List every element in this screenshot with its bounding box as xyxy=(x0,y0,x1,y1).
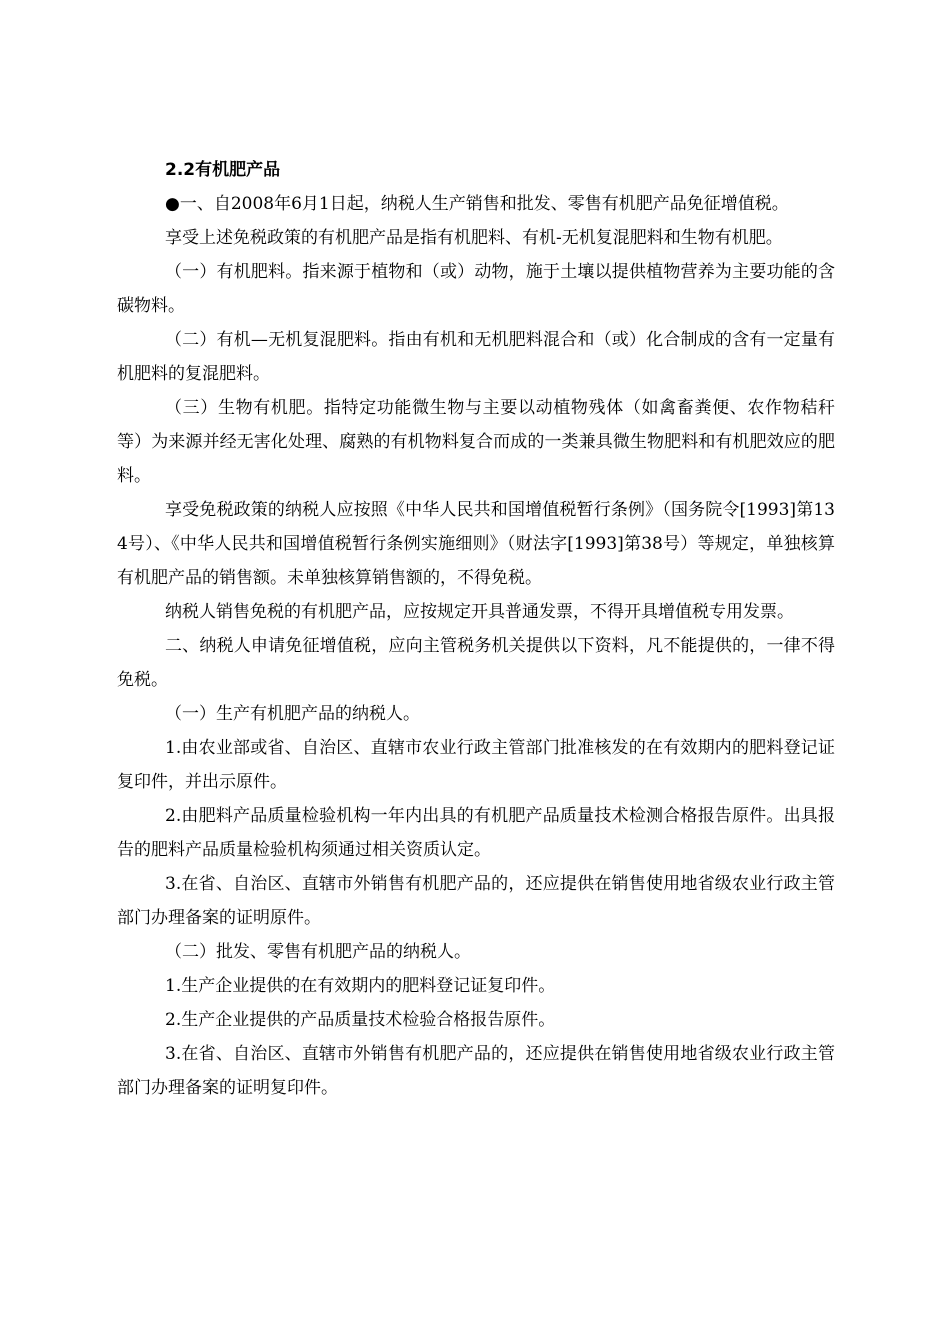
list-item-filing-certificate: 3.在省、自治区、直辖市外销售有机肥产品的，还应提供在销售使用地省级农业行政主管部门办理备案的证明原件。 xyxy=(117,874,835,928)
paragraph-wholesalers-heading: （二）批发、零售有机肥产品的纳税人。 xyxy=(165,942,471,962)
paragraph-scope: 享受上述免税政策的有机肥产品是指有机肥料、有机-无机复混肥料和生物有机肥。 xyxy=(165,228,783,248)
list-item-registration-copy: 1.生产企业提供的在有效期内的肥料登记证复印件。 xyxy=(165,976,556,996)
paragraph-application-materials: 二、纳税人申请免征增值税，应向主管税务机关提供以下资料，凡不能提供的，一律不得免税。 xyxy=(117,636,835,690)
list-item-quality-report-original: 2.生产企业提供的产品质量技术检验合格报告原件。 xyxy=(165,1010,556,1030)
paragraph-producers-heading: （一）生产有机肥产品的纳税人。 xyxy=(165,704,420,724)
list-item-filing-copy: 3.在省、自治区、直辖市外销售有机肥产品的，还应提供在销售使用地省级农业行政主管部门办理备案的证明复印件。 xyxy=(117,1044,835,1098)
paragraph-separate-accounting: 享受免税政策的纳税人应按照《中华人民共和国增值税暂行条例》（国务院令[1993]第134号）、《中华人民共和国增值税暂行条例实施细则》（财法字[1993]第38号）等规定，单独核算有机肥产品的销售额。未单独核算销售额的，不得免税。 xyxy=(117,500,835,588)
list-item-quality-report: 2.由肥料产品质量检验机构一年内出具的有机肥产品质量技术检测合格报告原件。出具报告的肥料产品质量检验机构须通过相关资质认定。 xyxy=(117,806,835,860)
paragraph-exemption-date: ●一、自2008年6月1日起，纳税人生产销售和批发、零售有机肥产品免征增值税。 xyxy=(165,194,789,214)
list-item-registration-certificate: 1.由农业部或省、自治区、直辖市农业行政主管部门批准核发的在有效期内的肥料登记证复印件，并出示原件。 xyxy=(117,738,835,792)
paragraph-compound-fertilizer: （二）有机—无机复混肥料。指由有机和无机肥料混合和（或）化合制成的含有一定量有机肥料的复混肥料。 xyxy=(117,330,835,384)
paragraph-invoice: 纳税人销售免税的有机肥产品，应按规定开具普通发票，不得开具增值税专用发票。 xyxy=(165,602,794,622)
document-body xyxy=(117,153,835,1105)
paragraph-bio-organic-fertilizer: （三）生物有机肥。指特定功能微生物与主要以动植物残体（如禽畜粪便、农作物秸秆等）为来源并经无害化处理、腐熟的有机物料复合而成的一类兼具微生物肥料和有机肥效应的肥料。 xyxy=(117,398,835,486)
paragraph-organic-fertilizer: （一）有机肥料。指来源于植物和（或）动物，施于土壤以提供植物营养为主要功能的含碳物料。 xyxy=(117,262,835,316)
section-heading: 2.2有机肥产品 xyxy=(165,160,281,180)
